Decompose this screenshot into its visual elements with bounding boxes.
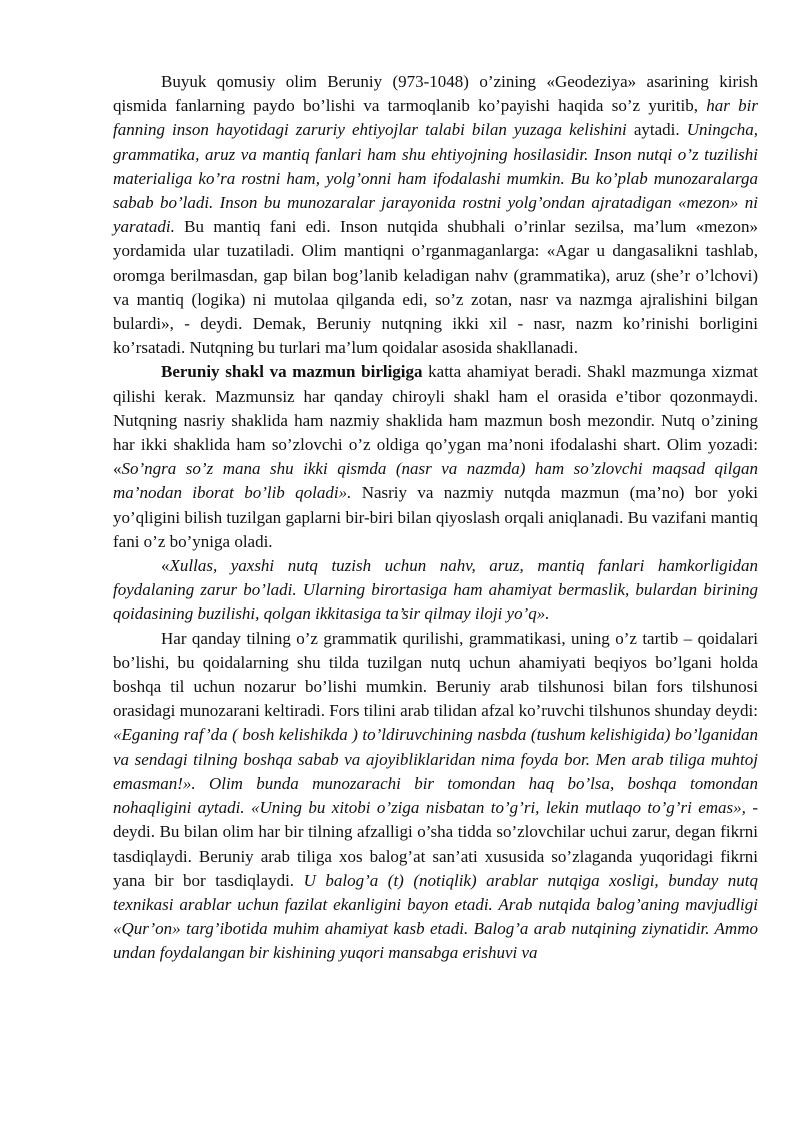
text-run: - deydi. Bu bilan olim har bir tilning afzalligi o’sha tidda so’zlovchilar uchui zarur, degan fikrni tasdiqlaydi. Beruniy arab tiliga xos balog’at san’ati xususida so’zlaganda yuqoridagi fikrni yana bir bor tasdiqlaydi. [113, 798, 758, 890]
italic-text-run: So’ngra so’z mana shu ikki qismda (nasr va nazmda) ham so’zlovchi maqsad qilgan ma’nodan iborat bo’lib qoladi». [113, 459, 758, 503]
bold-text-run: Beruniy shakl va mazmun birligiga [161, 362, 423, 382]
italic-text-run: Uningcha, grammatika, aruz va mantiq fanlari ham shu ehtiyojning hosilasidir. Inson nutqi o’z tuzilishi materialiga ko’ra rostni ham, yolg’onni ham ifodalashi mumkin. Bu ko’plab munozaralarga sabab bo’ladi. Inson bu munozaralar jarayonida rostni yolg’ondan ajratadigan «mezon» ni yaratadi. [113, 120, 758, 237]
paragraph-xullas [113, 554, 758, 627]
italic-text-run: «Eganing raf’da ( bosh kelishikda ) to’ldiruvchining nasbda (tushum kelishigida) bo’lganidan va sendagi tilning boshqa sabab va ajoyibliklaridan nima foyda bor. Men arab tiliga muhtoj emasman!». Olim bunda munozarachi bir tomondan haq bo’lsa, boshqa tomondan nohaqligini aytadi. «Uning bu xitobi o’ziga nisbatan to’g’ri, lekin mutlaqo to’g’ri emas», [113, 725, 758, 818]
paragraph-grammatik-qurilish [113, 627, 758, 966]
text-run: katta ahamiyat beradi. Shakl mazmunga xizmat qilishi kerak. Mazmunsiz har qanday chiroyli shakl ham el orasida e’tibor qozonmaydi. Nutqning nasriy shaklida ham nazmiy shaklida ham mazmun bosh mezondir. Nutq o’zining har ikki shaklida ham so’zlovchi o’z oldiga qo’ygan ma’noni ifodalashi shart. Olim yozadi: « [113, 362, 758, 479]
text-run: aytadi. [626, 120, 687, 140]
text-run: Bu mantiq fani edi. Inson nutqida shubhali o’rinlar sezilsa, ma’lum «mezon» yordamida ular tuzatiladi. Olim mantiqni o’rganmaganlarga: «Agar u dangasalikni tashlab, oromga berilmasdan, gap bilan bog’lanib keladigan nahv (grammatika), aruz (she’r o’lchovi) va mantiq (logika) ni mutolaa qilganda edi, so’z zotan, nasr va nazmga ajralishini bilgan bulardi», - deydi. Demak, Beruniy nutqning ikki xil - nasr, nazm ko’rinishi borligini ko’rsatadi. Nutqning bu turlari ma’lum qoidalar asosida shakllanadi. [113, 217, 758, 358]
text-run: Nasriy va nazmiy nutqda mazmun (ma’no) bor yoki yo’qligini bilish tuzilgan gaplarni bir-biri bilan qiyoslash orqali aniqlanadi. Bu vazifani mantiq fani o’z bo’yniga oladi. [113, 483, 758, 551]
italic-text-run: har bir fanning inson hayotidagi zaruriy ehtiyojlar talabi bilan yuzaga kelishini [113, 96, 758, 140]
italic-text-run: U balog’a (t) (notiqlik) arablar nutqiga xosligi, bunday nutq texnikasi arablar uchun fazilat ekanligini bayon etadi. Arab nutqida balog’aning mavjudligi «Qur’on» targ’ibotida muhim ahamiyat kasb etadi. Balog’a arab nutqining ziynatidir. Ammo undan foydalangan bir kishining yuqori mansabga erishuvi va [113, 870, 758, 963]
text-run: Har qanday tilning o’z grammatik qurilishi, grammatikasi, uning o’z tartib – qoidalari bo’lishi, bu qoidalarning shu tilda tuzilgan nutq uchun ahamiyati beqiyos bo’lgani holda boshqa til uchun nozarur bo’lishi mumkin. Beruniy arab tilshunosi bilan fors tilshunosi orasidagi munozarani keltiradi. Fors tilini arab tilidan afzal ko’ruvchi tilshunos shunday deydi: [113, 628, 758, 721]
text-run: Buyuk qomusiy olim Beruniy (973-1048) o’zining «Geodeziya» asarining kirish qismida fanlarning paydo bo’lishi va tarmoqlanib ko’payishi haqida so’z yuritib, [113, 72, 758, 116]
italic-text-run: Xullas, yaxshi nutq tuzish uchun nahv, aruz, mantiq fanlari hamkorligidan foydalaning zarur bo’ladi. Ularning birortasiga ham ahamiyat bermaslik, bulardan birining qoidasining buzilishi, qolgan ikkitasiga ta’sir qilmay iloji yo’q». [113, 556, 758, 624]
paragraph-shakl-mazmun [113, 360, 758, 554]
text-run: « [161, 556, 170, 576]
paragraph-beruniy-geodeziya [113, 70, 758, 360]
